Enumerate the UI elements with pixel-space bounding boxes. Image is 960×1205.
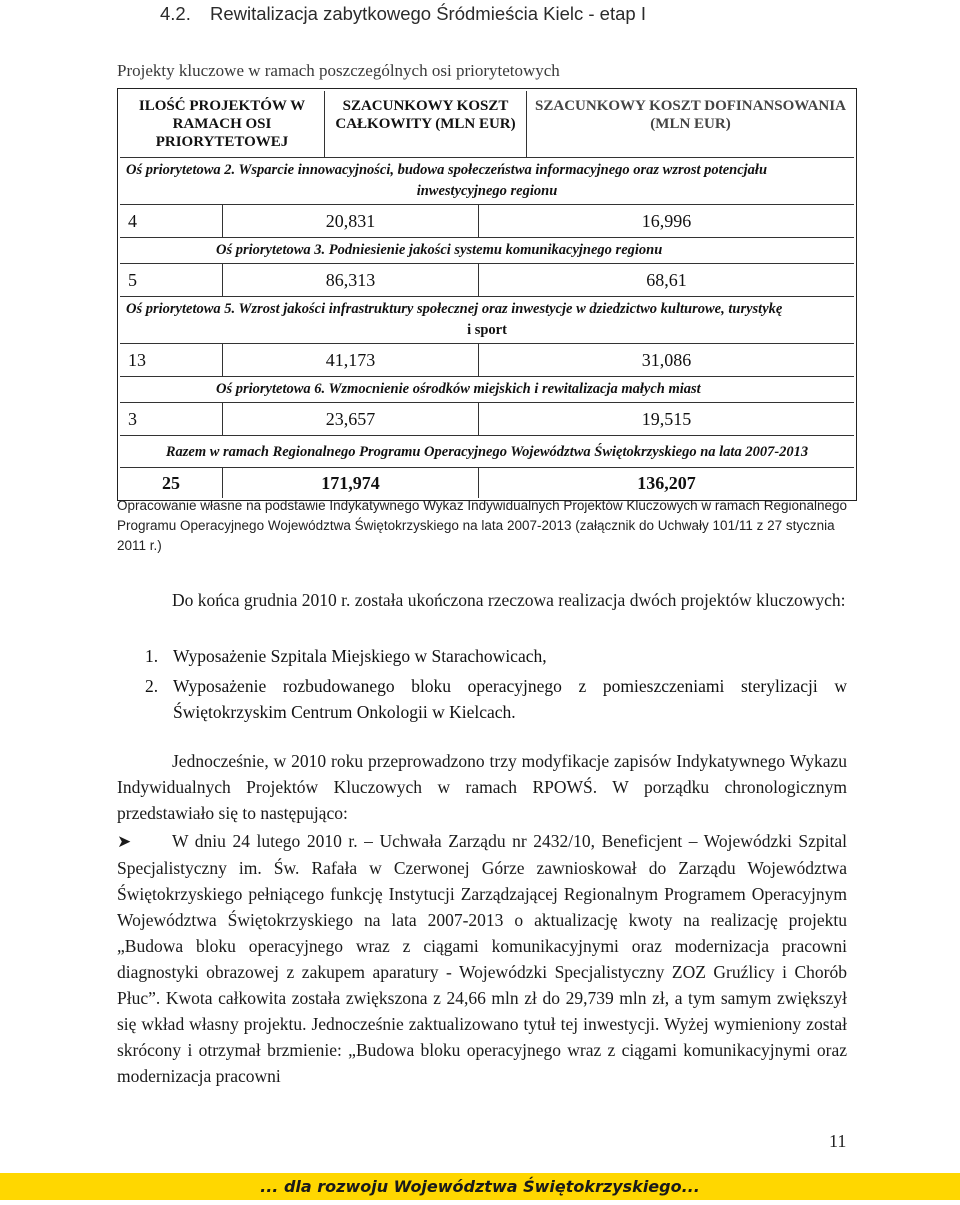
axis-label: Oś priorytetowa 5. Wzrost jakości infrastruktury społecznej oraz inwestycje w dziedzictwo kulturowe, turystykę bbox=[126, 301, 783, 317]
cell-total-cost: 23,657 bbox=[223, 403, 479, 435]
axis-label: Oś priorytetowa 3. Podniesienie jakości systemu komunikacyjnego regionu bbox=[216, 242, 663, 258]
total-label: Razem w ramach Regionalnego Programu Operacyjnego Województwa Świętokrzyskiego na lata 2007-2013 bbox=[165, 444, 809, 460]
header-total-cost: SZACUNKOWY KOSZT CAŁKOWITY (MLN EUR) bbox=[325, 91, 527, 157]
cell-cofinancing: 31,086 bbox=[641, 350, 692, 370]
paragraph-modifications: Jednocześnie, w 2010 roku przeprowadzono trzy modyfikacje zapisów Indykatywnego Wykazu Indywidualnych Projektów Kluczowych w ramach RPOWŚ. W porządku chronologicznym przedstawiało się to następująco: bbox=[117, 751, 847, 823]
table-row bbox=[120, 343, 854, 376]
source-note: Opracowanie własne na podstawie Indykatywnego Wykaz Indywidualnych Projektów Kluczowych w ramach Regionalnego Programu Operacyjnego Województwa Świętokrzyskiego na lata 2007-2013 (załącznik do Uchwały 101/11 z 27 stycznia 2011 r.) bbox=[117, 498, 848, 553]
table-header-row bbox=[120, 91, 854, 157]
cell-count: 4 bbox=[120, 205, 223, 237]
header-project-count: ILOŚĆ PROJEKTÓW W RAMACH OSI PRIORYTETOWEJ bbox=[120, 91, 325, 157]
paragraph-key-projects: Do końca grudnia 2010 r. została ukończona rzeczowa realizacja dwóch projektów kluczowych: bbox=[172, 590, 846, 610]
cell-total-cost: 86,313 bbox=[223, 264, 479, 296]
table-row bbox=[120, 402, 854, 435]
axis-row bbox=[120, 296, 854, 343]
total-count: 25 bbox=[120, 468, 223, 498]
section-number: 4.2. bbox=[160, 3, 191, 24]
paragraph-first-modification-text: W dniu 24 lutego 2010 r. – Uchwała Zarządu nr 2432/10, Beneficjent – Wojewódzki Szpital Specjalistyczny im. Św. Rafała w Czerwonej Górze zawnioskował do Zarządu Województwa Świętokrzyskiego pełniącego funkcję Instytucji Zarządzającej Regionalnym Programem Operacyjnym Województwa Świętokrzyskiego na lata 2007-2013 o aktualizację kwoty na realizację projektu „Budowa bloku operacyjnego wraz z ciągami komunikacyjnymi oraz modernizacja pracowni diagnostyki obrazowej z zakupem aparatury - Wojewódzki Specjalistyczny ZOZ Gruźlicy i Chorób Płuc”. Kwota całkowita została zwiększona z 24,66 mln zł do 29,739 mln zł, a tym samym zwiększył się wkład własny projektu. Jednocześnie zaktualizowano tytuł tej inwestycji. Wyżej wymieniony został skrócony i otrzymał brzmienie: „Budowa bloku operacyjnego wraz z ciągami komunikacyjnymi oraz modernizacja pracowni bbox=[117, 831, 847, 1086]
cell-count: 5 bbox=[120, 264, 223, 296]
footer-banner: ... dla rozwoju Województwa Świętokrzyskiego... bbox=[0, 1173, 960, 1200]
total-row bbox=[120, 467, 854, 498]
list-item bbox=[145, 673, 847, 725]
list-item bbox=[145, 643, 847, 669]
axis-row bbox=[120, 237, 854, 263]
table-row bbox=[120, 263, 854, 296]
cell-cofinancing: 16,996 bbox=[641, 211, 692, 231]
paragraph-first-modification bbox=[117, 828, 847, 1089]
list-item-text: Wyposażenie Szpitala Miejskiego w Starachowicach, bbox=[173, 646, 547, 666]
cell-cofinancing: 19,515 bbox=[641, 409, 692, 429]
header-cofinancing: SZACUNKOWY KOSZT DOFINANSOWANIA (MLN EUR) bbox=[535, 98, 846, 132]
list-item-text: Wyposażenie rozbudowanego bloku operacyjnego z pomieszczeniami sterylizacji w Świętokrzyskim Centrum Onkologii w Kielcach. bbox=[173, 676, 847, 722]
cell-count: 13 bbox=[120, 344, 223, 376]
list-item-number: 2. bbox=[145, 676, 159, 696]
cell-total-cost: 41,173 bbox=[223, 344, 479, 376]
total-label-row bbox=[120, 435, 854, 467]
arrow-bullet-icon: ➤ bbox=[117, 832, 132, 851]
total-cofinancing: 136,207 bbox=[637, 473, 696, 493]
cell-cofinancing: 68,61 bbox=[646, 270, 687, 290]
projects-table bbox=[117, 88, 857, 501]
total-cost: 171,974 bbox=[223, 468, 479, 498]
cell-total-cost: 20,831 bbox=[223, 205, 479, 237]
axis-label-cont: inwestycyjnego regionu bbox=[416, 183, 558, 199]
axis-row bbox=[120, 157, 854, 204]
page-number: 11 bbox=[829, 1131, 847, 1151]
section-title: Rewitalizacja zabytkowego Śródmieścia Kielc - etap I bbox=[210, 3, 646, 24]
list-item-number: 1. bbox=[145, 646, 159, 666]
axis-label: Oś priorytetowa 2. Wsparcie innowacyjności, budowa społeczeństwa informacyjnego oraz wzrost potencjału bbox=[126, 162, 768, 178]
cell-count: 3 bbox=[120, 403, 223, 435]
completed-projects-list bbox=[145, 643, 847, 729]
section-heading bbox=[160, 3, 646, 25]
table-row bbox=[120, 204, 854, 237]
axis-label-cont: i sport bbox=[467, 322, 507, 338]
axis-row bbox=[120, 376, 854, 402]
axis-label: Oś priorytetowa 6. Wzmocnienie ośrodków miejskich i rewitalizacja małych miast bbox=[216, 381, 701, 397]
table-caption: Projekty kluczowe w ramach poszczególnych osi priorytetowych bbox=[117, 61, 560, 80]
